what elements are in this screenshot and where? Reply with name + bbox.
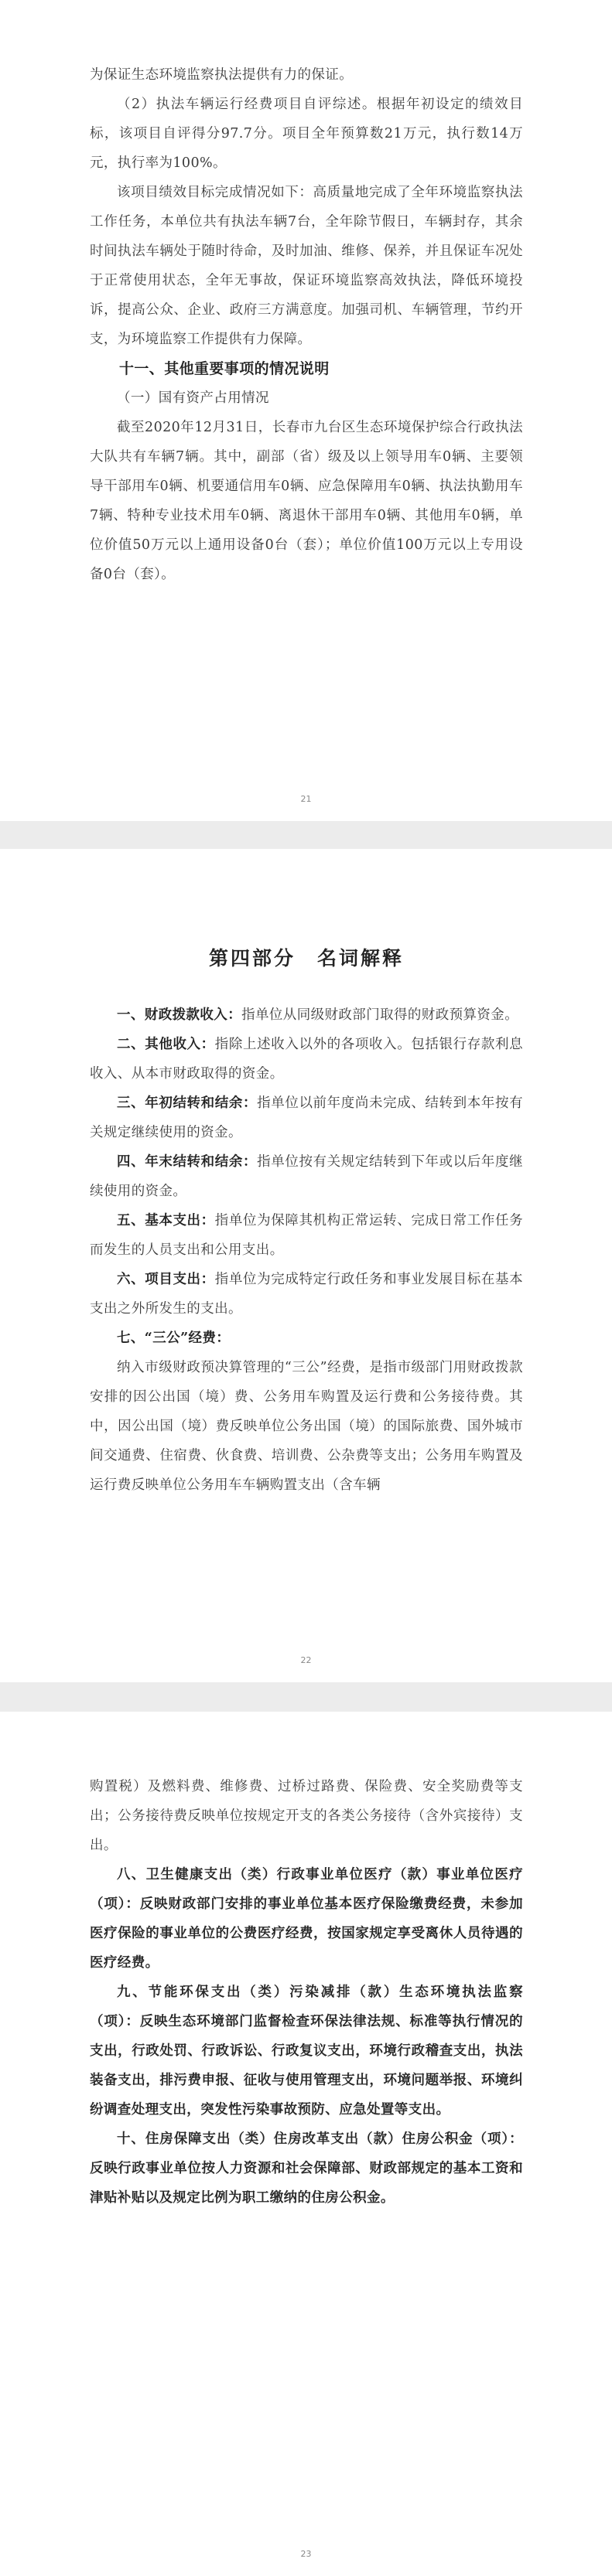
glossary-item — [90, 1030, 523, 1089]
glossary-definition: 指单位以前年度尚未完成、结转到本年按有关规定继续使用的资金。 — [90, 1095, 523, 1140]
glossary-definition-three-public: 纳入市级财政预决算管理的“三公”经费，是指市级部门用财政拨款安排的因公出国（境）费、公务用车购置及运行费和公务接待费。其中，因公出国（境）费反映单位公务出国（境）的国际旅费、国外城市间交通费、住宿费、伙食费、培训费、公杂费等支出；公务用车购置及运行费反映单位公务用车车辆购置支出（含车辆 — [90, 1360, 523, 1493]
glossary-definition: 指除上述收入以外的各项收入。包括银行存款利息收入、从本市财政取得的资金。 — [90, 1037, 523, 1082]
page-23-content — [90, 1772, 523, 2213]
glossary-item — [90, 1147, 523, 1206]
paragraph-three-public-continuation: 购置税）及燃料费、维修费、过桥过路费、保险费、安全奖励费等支出；公务接待费反映单位按规定开支的各类公务接待（含外宾接待）支出。 — [90, 1779, 523, 1853]
paragraph-vehicle-assets: 截至2020年12月31日，长春市九台区生态环境保护综合行政执法大队共有车辆7辆。其中，副部（省）级及以上领导用车0辆、主要领导干部用车0辆、机要通信用车0辆、应急保障用车0辆、执法执勤用车7辆、特种专业技术用车0辆、离退休干部用车0辆、其他用车0辆，单位价值50万元以上通用设备0台（套）；单位价值100万元以上专用设备0台（套）。 — [90, 420, 523, 582]
page-number: 21 — [300, 794, 312, 804]
glossary-item-health-expenditure: 八、卫生健康支出（类）行政事业单位医疗（款）事业单位医疗（项）：反映财政部门安排的事业单位基本医疗保险缴费经费，未参加医疗保险的事业单位的公费医疗经费，按国家规定享受离休人员待遇的医疗经费。 — [90, 1867, 523, 1971]
glossary-term: 四、年末结转和结余： — [117, 1154, 258, 1170]
glossary-definition: 指单位为保障其机构正常运转、完成日常工作任务而发生的人员支出和公用支出。 — [90, 1213, 523, 1258]
document-page-21 — [0, 0, 612, 821]
document-page-22 — [0, 849, 612, 1682]
page-22-content — [90, 943, 523, 1500]
document-page-23 — [0, 1712, 612, 2576]
paragraph-continuation: 为保证生态环境监察执法提供有力的保证。 — [90, 67, 354, 83]
page-number: 23 — [300, 2549, 312, 2559]
glossary-definition: 指单位从同级财政部门取得的财政预算资金。 — [241, 1007, 519, 1023]
glossary-term: 三、年初结转和结余： — [117, 1095, 258, 1111]
part-title-glossary: 第四部分 名词解释 — [208, 947, 404, 969]
glossary-item — [90, 1265, 523, 1324]
glossary-definition: 指单位按有关规定结转到下年或以后年度继续使用的资金。 — [90, 1154, 523, 1199]
paragraph-performance-result: 该项目绩效目标完成情况如下：高质量地完成了全年环境监察执法工作任务，本单位共有执法车辆7台，全年除节假日，车辆封存，其余时间执法车辆处于随时待命，及时加油、维修、保养，并且保证车况处于正常使用状态，全年无事故，保证环境监察高效执法，降低环境投诉，提高公众、企业、政府三方满意度。加强司机、车辆管理，节约开支，为环境监察工作提供有力保障。 — [90, 185, 523, 347]
glossary-term: 二、其他收入： — [117, 1037, 215, 1052]
page-number: 22 — [300, 1655, 312, 1665]
glossary-item — [90, 1206, 523, 1265]
glossary-item-housing-fund: 十、住房保障支出（类）住房改革支出（款）住房公积金（项）：反映行政事业单位按人力资源和社会保障部、财政部规定的基本工资和津贴补贴以及规定比例为职工缴纳的住房公积金。 — [90, 2131, 523, 2206]
page-21-content — [90, 60, 523, 589]
paragraph-vehicle-funding-summary: （2）执法车辆运行经费项目自评综述。根据年初设定的绩效目标，该项目自评得分97.7分。项目全年预算数21万元，执行数14万元，执行率为100%。 — [90, 97, 523, 171]
glossary-definition: 指单位为完成特定行政任务和事业发展目标在基本支出之外所发生的支出。 — [90, 1272, 523, 1317]
glossary-term: 六、项目支出： — [117, 1272, 215, 1287]
glossary-item — [90, 1000, 523, 1030]
glossary-term: 五、基本支出： — [117, 1213, 215, 1228]
section-heading-other-matters: 十一、其他重要事项的情况说明 — [119, 360, 330, 377]
glossary-item — [90, 1089, 523, 1147]
glossary-term-three-public: 七、“三公”经费： — [117, 1331, 231, 1346]
glossary-item-environmental-expenditure: 九、节能环保支出（类）污染减排（款）生态环境执法监察（项）：反映生态环境部门监督检查环保法律法规、标准等执行情况的支出，行政处罚、行政诉讼、行政复议支出，环境行政稽查支出，执法装备支出，排污费申报、征收与使用管理支出，环境问题举报、环境纠纷调查处理支出，突发性污染事故预防、应急处置等支出。 — [90, 1985, 523, 2118]
glossary-term: 一、财政拨款收入： — [117, 1007, 242, 1023]
sub-heading-state-assets: （一）国有资产占用情况 — [117, 390, 269, 406]
